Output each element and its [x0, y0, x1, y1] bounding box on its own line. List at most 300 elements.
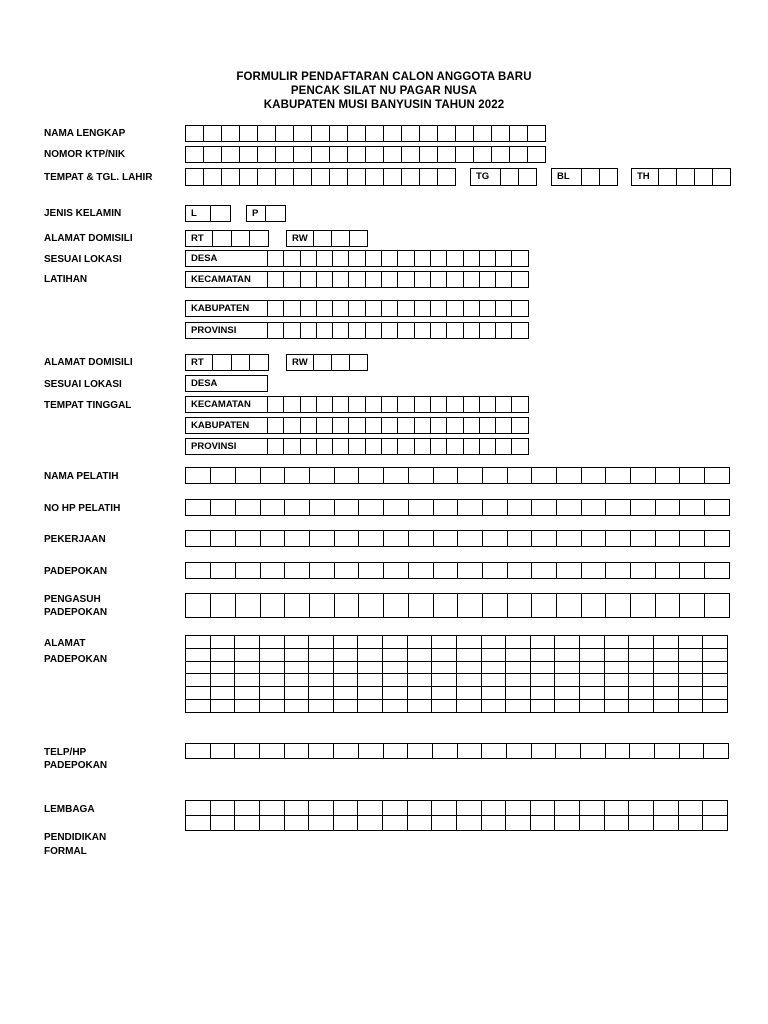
kabupaten-tinggal-char-box[interactable] — [300, 417, 317, 434]
alamat-padepokan-char-box[interactable] — [653, 636, 678, 649]
kecamatan-latihan-char-box[interactable] — [511, 271, 528, 288]
lembaga-pendidikan-char-box[interactable] — [358, 816, 383, 831]
kabupaten-tinggal-char-box[interactable] — [381, 417, 398, 434]
nomor-ktp-char-box[interactable] — [221, 146, 240, 163]
nama-lengkap-char-box[interactable] — [239, 125, 258, 142]
tempat-lahir-char-box[interactable] — [239, 168, 258, 186]
padepokan-char-box[interactable] — [235, 562, 261, 579]
tanggal-char-box[interactable] — [518, 168, 537, 186]
alamat-padepokan-char-box[interactable] — [432, 661, 457, 674]
telp-padepokan-char-box[interactable] — [457, 743, 483, 759]
kabupaten-latihan-char-box[interactable] — [332, 300, 349, 317]
kabupaten-tinggal-char-box[interactable] — [348, 417, 365, 434]
lembaga-pendidikan-char-box[interactable] — [309, 801, 334, 816]
lembaga-pendidikan-char-box[interactable] — [506, 816, 531, 831]
alamat-padepokan-char-box[interactable] — [432, 648, 457, 661]
nomor-ktp-char-box[interactable] — [527, 146, 546, 163]
alamat-padepokan-char-box[interactable] — [432, 636, 457, 649]
provinsi-latihan-char-box[interactable] — [397, 322, 414, 339]
provinsi-tinggal-char-box[interactable] — [511, 438, 528, 455]
alamat-padepokan-char-box[interactable] — [604, 648, 629, 661]
pengasuh-padepokan-boxes[interactable] — [185, 593, 730, 618]
kecamatan-tinggal-char-box[interactable] — [316, 396, 333, 413]
pekerjaan-char-box[interactable] — [531, 530, 557, 547]
lembaga-pendidikan-char-box[interactable] — [383, 816, 408, 831]
alamat-padepokan-char-box[interactable] — [358, 674, 383, 687]
lembaga-pendidikan-char-box[interactable] — [309, 816, 334, 831]
nomor-ktp-char-box[interactable] — [401, 146, 420, 163]
alamat-padepokan-char-box[interactable] — [456, 687, 481, 700]
alamat-padepokan-char-box[interactable] — [309, 700, 334, 713]
no-hp-pelatih-char-box[interactable] — [383, 499, 409, 516]
provinsi-tinggal-char-box[interactable] — [430, 438, 447, 455]
pekerjaan-char-box[interactable] — [260, 530, 286, 547]
tempat-lahir-char-box[interactable] — [419, 168, 438, 186]
provinsi-latihan-char-box[interactable] — [348, 322, 365, 339]
pengasuh-padepokan-char-box[interactable] — [556, 593, 582, 618]
nomor-ktp-char-box[interactable] — [419, 146, 438, 163]
padepokan-boxes[interactable] — [185, 562, 730, 579]
pengasuh-padepokan-char-box[interactable] — [284, 593, 310, 618]
alamat-padepokan-char-box[interactable] — [678, 648, 703, 661]
no-hp-pelatih-boxes[interactable] — [185, 499, 730, 516]
rw-latihan-boxes[interactable] — [313, 230, 368, 247]
nama-pelatih-char-box[interactable] — [655, 467, 681, 484]
nomor-ktp-char-box[interactable] — [203, 146, 222, 163]
no-hp-pelatih-char-box[interactable] — [309, 499, 335, 516]
kabupaten-latihan-char-box[interactable] — [463, 300, 480, 317]
provinsi-tinggal-boxes[interactable] — [267, 438, 529, 455]
provinsi-latihan-char-box[interactable] — [495, 322, 512, 339]
tempat-lahir-char-box[interactable] — [185, 168, 204, 186]
alamat-padepokan-char-box[interactable] — [259, 636, 284, 649]
padepokan-char-box[interactable] — [655, 562, 681, 579]
lembaga-pendidikan-char-box[interactable] — [555, 801, 580, 816]
alamat-padepokan-char-box[interactable] — [555, 648, 580, 661]
tempat-lahir-char-box[interactable] — [221, 168, 240, 186]
telp-padepokan-char-box[interactable] — [308, 743, 334, 759]
nama-pelatih-char-box[interactable] — [531, 467, 557, 484]
kecamatan-latihan-char-box[interactable] — [495, 271, 512, 288]
telp-padepokan-char-box[interactable] — [531, 743, 557, 759]
nomor-ktp-char-box[interactable] — [329, 146, 348, 163]
desa-latihan-char-box[interactable] — [381, 250, 398, 267]
nama-lengkap-char-box[interactable] — [527, 125, 546, 142]
alamat-padepokan-char-box[interactable] — [678, 674, 703, 687]
gender-p-checkbox[interactable] — [265, 205, 286, 222]
telp-padepokan-char-box[interactable] — [333, 743, 359, 759]
tempat-lahir-char-box[interactable] — [275, 168, 294, 186]
pekerjaan-char-box[interactable] — [358, 530, 384, 547]
alamat-padepokan-char-box[interactable] — [284, 636, 309, 649]
alamat-padepokan-char-box[interactable] — [629, 661, 654, 674]
no-hp-pelatih-char-box[interactable] — [433, 499, 459, 516]
kecamatan-tinggal-char-box[interactable] — [414, 396, 431, 413]
desa-latihan-char-box[interactable] — [300, 250, 317, 267]
telp-padepokan-char-box[interactable] — [605, 743, 631, 759]
nomor-ktp-char-box[interactable] — [239, 146, 258, 163]
rw-latihan-char-box[interactable] — [313, 230, 332, 247]
alamat-padepokan-char-box[interactable] — [210, 687, 235, 700]
alamat-padepokan-char-box[interactable] — [506, 674, 531, 687]
lembaga-pendidikan-char-box[interactable] — [481, 816, 506, 831]
no-hp-pelatih-char-box[interactable] — [630, 499, 656, 516]
alamat-padepokan-char-box[interactable] — [555, 687, 580, 700]
alamat-padepokan-char-box[interactable] — [210, 674, 235, 687]
alamat-padepokan-char-box[interactable] — [333, 674, 358, 687]
alamat-padepokan-char-box[interactable] — [653, 661, 678, 674]
kabupaten-latihan-char-box[interactable] — [414, 300, 431, 317]
alamat-padepokan-char-box[interactable] — [235, 648, 260, 661]
tahun-char-box[interactable] — [676, 168, 695, 186]
alamat-padepokan-char-box[interactable] — [259, 674, 284, 687]
padepokan-char-box[interactable] — [704, 562, 730, 579]
lembaga-pendidikan-char-box[interactable] — [530, 801, 555, 816]
alamat-padepokan-char-box[interactable] — [432, 674, 457, 687]
kecamatan-tinggal-char-box[interactable] — [430, 396, 447, 413]
desa-latihan-char-box[interactable] — [430, 250, 447, 267]
tempat-lahir-char-box[interactable] — [401, 168, 420, 186]
alamat-padepokan-char-box[interactable] — [383, 687, 408, 700]
pekerjaan-char-box[interactable] — [408, 530, 434, 547]
lembaga-pendidikan-char-box[interactable] — [284, 801, 309, 816]
padepokan-char-box[interactable] — [630, 562, 656, 579]
nomor-ktp-char-box[interactable] — [275, 146, 294, 163]
kabupaten-tinggal-boxes[interactable] — [267, 417, 529, 434]
nama-pelatih-char-box[interactable] — [704, 467, 730, 484]
provinsi-latihan-char-box[interactable] — [446, 322, 463, 339]
rt-latihan-char-box[interactable] — [231, 230, 251, 247]
alamat-padepokan-char-box[interactable] — [186, 648, 211, 661]
telp-padepokan-char-box[interactable] — [358, 743, 384, 759]
nama-lengkap-char-box[interactable] — [491, 125, 510, 142]
alamat-padepokan-char-box[interactable] — [383, 661, 408, 674]
padepokan-char-box[interactable] — [605, 562, 631, 579]
nama-lengkap-char-box[interactable] — [257, 125, 276, 142]
lembaga-pendidikan-grid[interactable] — [185, 800, 728, 831]
lembaga-pendidikan-char-box[interactable] — [432, 801, 457, 816]
telp-padepokan-char-box[interactable] — [284, 743, 310, 759]
alamat-padepokan-char-box[interactable] — [358, 700, 383, 713]
nama-pelatih-char-box[interactable] — [235, 467, 261, 484]
alamat-padepokan-char-box[interactable] — [629, 636, 654, 649]
alamat-padepokan-char-box[interactable] — [210, 700, 235, 713]
lembaga-pendidikan-char-box[interactable] — [629, 816, 654, 831]
nomor-ktp-char-box[interactable] — [455, 146, 474, 163]
padepokan-char-box[interactable] — [679, 562, 705, 579]
nama-pelatih-char-box[interactable] — [210, 467, 236, 484]
alamat-padepokan-char-box[interactable] — [678, 687, 703, 700]
provinsi-tinggal-char-box[interactable] — [267, 438, 284, 455]
alamat-padepokan-char-box[interactable] — [284, 661, 309, 674]
lembaga-pendidikan-char-box[interactable] — [235, 816, 260, 831]
kecamatan-tinggal-char-box[interactable] — [511, 396, 528, 413]
alamat-padepokan-char-box[interactable] — [604, 700, 629, 713]
nama-lengkap-boxes[interactable] — [185, 125, 546, 142]
pengasuh-padepokan-char-box[interactable] — [334, 593, 360, 618]
alamat-padepokan-char-box[interactable] — [555, 661, 580, 674]
kabupaten-latihan-char-box[interactable] — [430, 300, 447, 317]
nama-pelatih-char-box[interactable] — [507, 467, 533, 484]
lembaga-pendidikan-char-box[interactable] — [580, 816, 605, 831]
alamat-padepokan-char-box[interactable] — [703, 674, 728, 687]
pekerjaan-char-box[interactable] — [581, 530, 607, 547]
alamat-padepokan-char-box[interactable] — [407, 674, 432, 687]
rt-tinggal-boxes[interactable] — [212, 354, 269, 371]
nomor-ktp-char-box[interactable] — [383, 146, 402, 163]
provinsi-latihan-char-box[interactable] — [316, 322, 333, 339]
provinsi-tinggal-char-box[interactable] — [446, 438, 463, 455]
nama-pelatih-char-box[interactable] — [457, 467, 483, 484]
lembaga-pendidikan-char-box[interactable] — [383, 801, 408, 816]
kecamatan-latihan-char-box[interactable] — [300, 271, 317, 288]
provinsi-tinggal-char-box[interactable] — [332, 438, 349, 455]
pengasuh-padepokan-char-box[interactable] — [507, 593, 533, 618]
alamat-padepokan-char-box[interactable] — [580, 661, 605, 674]
tahun-boxes[interactable] — [658, 168, 731, 186]
pengasuh-padepokan-char-box[interactable] — [630, 593, 656, 618]
alamat-padepokan-char-box[interactable] — [407, 700, 432, 713]
kabupaten-tinggal-char-box[interactable] — [365, 417, 382, 434]
pekerjaan-boxes[interactable] — [185, 530, 730, 547]
alamat-padepokan-char-box[interactable] — [210, 648, 235, 661]
lembaga-pendidikan-char-box[interactable] — [407, 801, 432, 816]
pengasuh-padepokan-char-box[interactable] — [704, 593, 730, 618]
alamat-padepokan-char-box[interactable] — [703, 636, 728, 649]
nomor-ktp-char-box[interactable] — [473, 146, 492, 163]
pengasuh-padepokan-char-box[interactable] — [581, 593, 607, 618]
nomor-ktp-char-box[interactable] — [311, 146, 330, 163]
tempat-lahir-char-box[interactable] — [257, 168, 276, 186]
alamat-padepokan-char-box[interactable] — [604, 687, 629, 700]
kabupaten-latihan-char-box[interactable] — [283, 300, 300, 317]
kabupaten-tinggal-char-box[interactable] — [332, 417, 349, 434]
nomor-ktp-char-box[interactable] — [491, 146, 510, 163]
tanggal-boxes[interactable] — [500, 168, 537, 186]
alamat-padepokan-char-box[interactable] — [629, 648, 654, 661]
provinsi-latihan-boxes[interactable] — [267, 322, 529, 339]
telp-padepokan-char-box[interactable] — [580, 743, 606, 759]
alamat-padepokan-char-box[interactable] — [530, 636, 555, 649]
nomor-ktp-char-box[interactable] — [365, 146, 384, 163]
pekerjaan-char-box[interactable] — [605, 530, 631, 547]
kabupaten-latihan-char-box[interactable] — [446, 300, 463, 317]
nomor-ktp-boxes[interactable] — [185, 146, 546, 163]
desa-latihan-char-box[interactable] — [365, 250, 382, 267]
alamat-padepokan-char-box[interactable] — [309, 674, 334, 687]
desa-latihan-char-box[interactable] — [397, 250, 414, 267]
telp-padepokan-char-box[interactable] — [432, 743, 458, 759]
lembaga-pendidikan-char-box[interactable] — [456, 801, 481, 816]
nama-pelatih-char-box[interactable] — [679, 467, 705, 484]
alamat-padepokan-char-box[interactable] — [678, 661, 703, 674]
kecamatan-tinggal-char-box[interactable] — [283, 396, 300, 413]
kabupaten-tinggal-char-box[interactable] — [414, 417, 431, 434]
no-hp-pelatih-char-box[interactable] — [334, 499, 360, 516]
alamat-padepokan-char-box[interactable] — [407, 687, 432, 700]
alamat-padepokan-char-box[interactable] — [333, 687, 358, 700]
alamat-padepokan-char-box[interactable] — [284, 687, 309, 700]
alamat-padepokan-char-box[interactable] — [456, 648, 481, 661]
alamat-padepokan-char-box[interactable] — [481, 648, 506, 661]
kecamatan-latihan-char-box[interactable] — [381, 271, 398, 288]
alamat-padepokan-char-box[interactable] — [259, 661, 284, 674]
lembaga-pendidikan-char-box[interactable] — [333, 801, 358, 816]
alamat-padepokan-char-box[interactable] — [186, 700, 211, 713]
nama-pelatih-char-box[interactable] — [605, 467, 631, 484]
alamat-padepokan-char-box[interactable] — [703, 687, 728, 700]
desa-latihan-char-box[interactable] — [479, 250, 496, 267]
alamat-padepokan-char-box[interactable] — [481, 687, 506, 700]
alamat-padepokan-char-box[interactable] — [530, 661, 555, 674]
pengasuh-padepokan-char-box[interactable] — [531, 593, 557, 618]
padepokan-char-box[interactable] — [260, 562, 286, 579]
kecamatan-tinggal-char-box[interactable] — [267, 396, 284, 413]
lembaga-pendidikan-char-box[interactable] — [186, 801, 211, 816]
kabupaten-latihan-char-box[interactable] — [511, 300, 528, 317]
alamat-padepokan-char-box[interactable] — [309, 648, 334, 661]
pekerjaan-char-box[interactable] — [655, 530, 681, 547]
bulan-char-box[interactable] — [581, 168, 600, 186]
pekerjaan-char-box[interactable] — [704, 530, 730, 547]
provinsi-tinggal-char-box[interactable] — [365, 438, 382, 455]
alamat-padepokan-char-box[interactable] — [358, 661, 383, 674]
nama-lengkap-char-box[interactable] — [473, 125, 492, 142]
alamat-padepokan-char-box[interactable] — [309, 687, 334, 700]
no-hp-pelatih-char-box[interactable] — [408, 499, 434, 516]
tempat-lahir-char-box[interactable] — [437, 168, 456, 186]
gender-p-char-box[interactable] — [265, 205, 286, 222]
no-hp-pelatih-char-box[interactable] — [260, 499, 286, 516]
padepokan-char-box[interactable] — [383, 562, 409, 579]
provinsi-tinggal-char-box[interactable] — [348, 438, 365, 455]
alamat-padepokan-char-box[interactable] — [259, 648, 284, 661]
desa-latihan-char-box[interactable] — [463, 250, 480, 267]
alamat-padepokan-char-box[interactable] — [432, 700, 457, 713]
kecamatan-tinggal-char-box[interactable] — [365, 396, 382, 413]
alamat-padepokan-char-box[interactable] — [333, 700, 358, 713]
kecamatan-latihan-char-box[interactable] — [283, 271, 300, 288]
lembaga-pendidikan-char-box[interactable] — [456, 816, 481, 831]
nama-pelatih-char-box[interactable] — [284, 467, 310, 484]
pekerjaan-char-box[interactable] — [309, 530, 335, 547]
provinsi-latihan-char-box[interactable] — [365, 322, 382, 339]
rw-tinggal-boxes[interactable] — [313, 354, 368, 371]
lembaga-pendidikan-char-box[interactable] — [259, 801, 284, 816]
nama-lengkap-char-box[interactable] — [365, 125, 384, 142]
provinsi-tinggal-char-box[interactable] — [463, 438, 480, 455]
provinsi-tinggal-char-box[interactable] — [495, 438, 512, 455]
no-hp-pelatih-char-box[interactable] — [185, 499, 211, 516]
alamat-padepokan-char-box[interactable] — [235, 636, 260, 649]
kabupaten-tinggal-char-box[interactable] — [463, 417, 480, 434]
lembaga-pendidikan-char-box[interactable] — [432, 816, 457, 831]
provinsi-latihan-char-box[interactable] — [479, 322, 496, 339]
pengasuh-padepokan-char-box[interactable] — [408, 593, 434, 618]
kabupaten-tinggal-char-box[interactable] — [479, 417, 496, 434]
provinsi-latihan-char-box[interactable] — [267, 322, 284, 339]
rt-latihan-char-box[interactable] — [212, 230, 232, 247]
padepokan-char-box[interactable] — [408, 562, 434, 579]
rt-latihan-char-box[interactable] — [249, 230, 269, 247]
desa-latihan-char-box[interactable] — [446, 250, 463, 267]
tempat-lahir-char-box[interactable] — [203, 168, 222, 186]
kecamatan-latihan-char-box[interactable] — [430, 271, 447, 288]
alamat-padepokan-char-box[interactable] — [530, 687, 555, 700]
nomor-ktp-char-box[interactable] — [257, 146, 276, 163]
lembaga-pendidikan-char-box[interactable] — [358, 801, 383, 816]
kecamatan-latihan-char-box[interactable] — [446, 271, 463, 288]
kecamatan-tinggal-char-box[interactable] — [446, 396, 463, 413]
telp-padepokan-char-box[interactable] — [506, 743, 532, 759]
alamat-padepokan-char-box[interactable] — [284, 700, 309, 713]
telp-padepokan-char-box[interactable] — [629, 743, 655, 759]
lembaga-pendidikan-char-box[interactable] — [703, 816, 728, 831]
alamat-padepokan-char-box[interactable] — [629, 700, 654, 713]
pekerjaan-char-box[interactable] — [334, 530, 360, 547]
kabupaten-tinggal-char-box[interactable] — [397, 417, 414, 434]
alamat-padepokan-char-box[interactable] — [506, 661, 531, 674]
lembaga-pendidikan-char-box[interactable] — [210, 801, 235, 816]
kabupaten-latihan-char-box[interactable] — [479, 300, 496, 317]
alamat-padepokan-char-box[interactable] — [481, 636, 506, 649]
pengasuh-padepokan-char-box[interactable] — [235, 593, 261, 618]
telp-padepokan-char-box[interactable] — [234, 743, 260, 759]
desa-latihan-char-box[interactable] — [283, 250, 300, 267]
kecamatan-latihan-char-box[interactable] — [397, 271, 414, 288]
rw-latihan-char-box[interactable] — [349, 230, 368, 247]
pengasuh-padepokan-char-box[interactable] — [185, 593, 211, 618]
lembaga-pendidikan-char-box[interactable] — [604, 816, 629, 831]
provinsi-tinggal-char-box[interactable] — [316, 438, 333, 455]
kecamatan-tinggal-char-box[interactable] — [495, 396, 512, 413]
alamat-padepokan-char-box[interactable] — [333, 648, 358, 661]
alamat-padepokan-char-box[interactable] — [653, 687, 678, 700]
no-hp-pelatih-char-box[interactable] — [605, 499, 631, 516]
alamat-padepokan-char-box[interactable] — [383, 636, 408, 649]
desa-latihan-char-box[interactable] — [495, 250, 512, 267]
desa-latihan-char-box[interactable] — [414, 250, 431, 267]
kecamatan-tinggal-char-box[interactable] — [381, 396, 398, 413]
nama-lengkap-char-box[interactable] — [311, 125, 330, 142]
rw-latihan-char-box[interactable] — [331, 230, 350, 247]
kabupaten-latihan-char-box[interactable] — [397, 300, 414, 317]
alamat-padepokan-char-box[interactable] — [284, 648, 309, 661]
alamat-padepokan-char-box[interactable] — [530, 648, 555, 661]
kecamatan-tinggal-char-box[interactable] — [300, 396, 317, 413]
alamat-padepokan-char-box[interactable] — [580, 636, 605, 649]
provinsi-latihan-char-box[interactable] — [414, 322, 431, 339]
alamat-padepokan-char-box[interactable] — [604, 674, 629, 687]
bulan-char-box[interactable] — [599, 168, 618, 186]
provinsi-tinggal-char-box[interactable] — [397, 438, 414, 455]
pekerjaan-char-box[interactable] — [284, 530, 310, 547]
no-hp-pelatih-char-box[interactable] — [655, 499, 681, 516]
telp-padepokan-char-box[interactable] — [259, 743, 285, 759]
lembaga-pendidikan-char-box[interactable] — [333, 816, 358, 831]
tempat-lahir-char-box[interactable] — [329, 168, 348, 186]
desa-latihan-char-box[interactable] — [267, 250, 284, 267]
provinsi-tinggal-char-box[interactable] — [479, 438, 496, 455]
nama-pelatih-char-box[interactable] — [260, 467, 286, 484]
alamat-padepokan-char-box[interactable] — [653, 648, 678, 661]
alamat-padepokan-char-box[interactable] — [481, 700, 506, 713]
nomor-ktp-char-box[interactable] — [293, 146, 312, 163]
tahun-char-box[interactable] — [658, 168, 677, 186]
kecamatan-tinggal-char-box[interactable] — [332, 396, 349, 413]
alamat-padepokan-char-box[interactable] — [235, 661, 260, 674]
rw-tinggal-char-box[interactable] — [313, 354, 332, 371]
